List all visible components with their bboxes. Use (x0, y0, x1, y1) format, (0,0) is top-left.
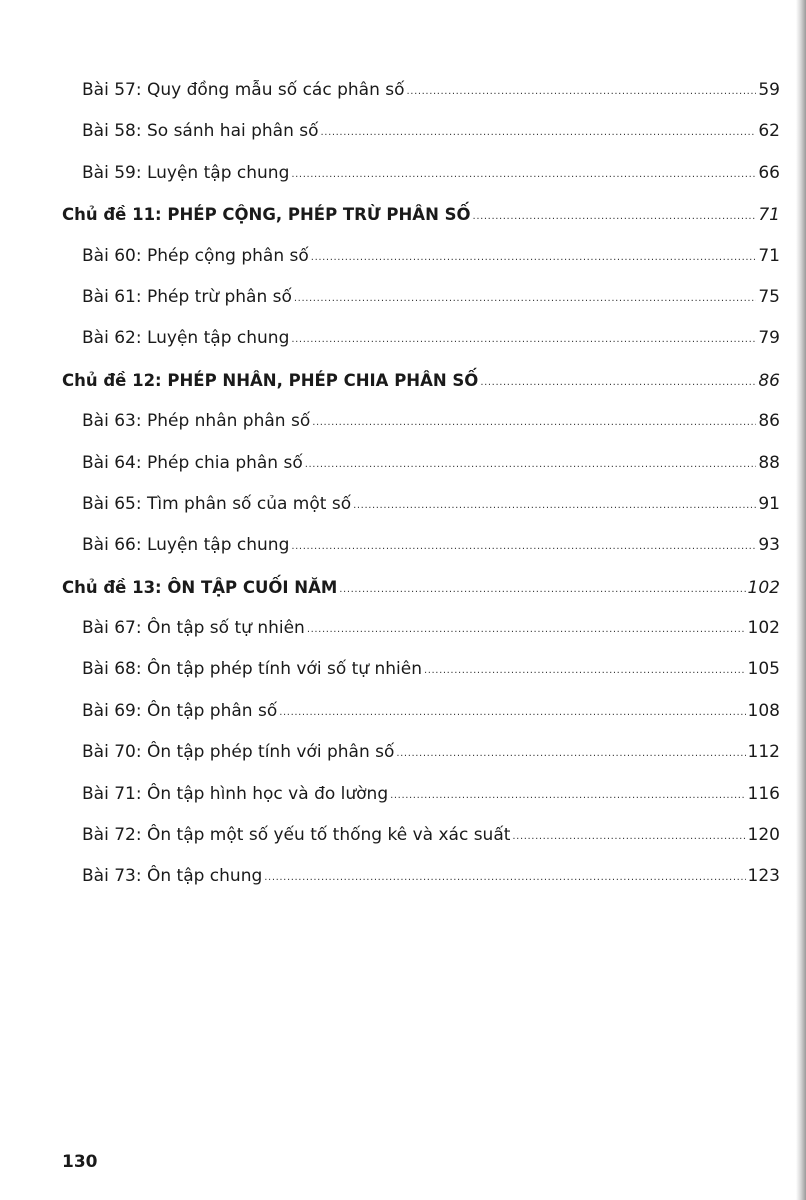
toc-page-number: 91 (758, 493, 780, 514)
dot-leader (294, 276, 756, 319)
lesson-title: Bài 72: Ôn tập một số yếu tố thống kê và xác suất (82, 825, 511, 846)
dot-leader (291, 524, 756, 567)
toc-page-number: 102 (747, 618, 780, 639)
toc-page-number: 102 (747, 577, 780, 598)
toc-page-number: 79 (758, 328, 780, 349)
toc-page-number: 86 (758, 370, 780, 391)
chapter-title: Chủ đề 12: PHÉP NHÂN, PHÉP CHIA PHÂN SỐ (62, 370, 479, 390)
lesson-title: Bài 59: Luyện tập chung (82, 162, 290, 183)
toc-page-number: 116 (747, 783, 780, 804)
lesson-title: Bài 69: Ôn tập phân số (82, 700, 278, 721)
toc-page-number: 112 (747, 742, 780, 763)
dot-leader (311, 235, 757, 278)
toc-lesson-row (62, 484, 780, 525)
toc-page-number: 86 (758, 411, 780, 432)
dot-leader (396, 731, 745, 774)
dot-leader (291, 152, 756, 195)
lesson-title: Bài 66: Luyện tập chung (82, 535, 290, 556)
page-number: 130 (62, 1152, 98, 1172)
toc-page-number: 108 (747, 700, 780, 721)
dot-leader (321, 110, 757, 153)
lesson-title: Bài 58: So sánh hai phân số (82, 121, 319, 142)
toc-page-number: 88 (758, 452, 780, 473)
lesson-title: Bài 64: Phép chia phân số (82, 452, 303, 473)
lesson-title: Bài 71: Ôn tập hình học và đo lường (82, 783, 389, 804)
chapter-title: Chủ đề 13: ÔN TẬP CUỐI NĂM (62, 577, 338, 597)
table-of-contents (62, 70, 780, 898)
dot-leader (312, 400, 756, 443)
dot-leader (305, 442, 757, 485)
dot-leader (390, 773, 745, 816)
dot-leader (512, 814, 745, 857)
lesson-title: Bài 68: Ôn tập phép tính với số tự nhiên (82, 659, 422, 680)
toc-lesson-row (62, 277, 780, 318)
toc-page-number: 71 (758, 205, 780, 226)
toc-page-number: 71 (758, 245, 780, 266)
toc-lesson-row (62, 401, 780, 442)
dot-leader (279, 690, 745, 733)
toc-chapter-row (62, 194, 780, 235)
toc-lesson-row (62, 70, 780, 111)
lesson-title: Bài 65: Tìm phân số của một số (82, 493, 352, 514)
dot-leader (291, 317, 756, 360)
toc-page-number: 59 (758, 80, 780, 100)
toc-lesson-row (62, 815, 780, 856)
toc-lesson-row (62, 318, 780, 359)
dot-leader (480, 359, 756, 403)
page-edge-shadow (796, 0, 806, 1200)
toc-page-number: 75 (758, 286, 780, 307)
dot-leader (264, 855, 745, 898)
toc-chapter-row (62, 360, 780, 401)
toc-page-number: 62 (758, 121, 780, 142)
lesson-title: Bài 73: Ôn tập chung (82, 866, 263, 887)
lesson-title: Bài 63: Phép nhân phân số (82, 411, 311, 432)
toc-lesson-row (62, 691, 780, 732)
toc-lesson-row (62, 111, 780, 152)
toc-lesson-row (62, 732, 780, 773)
dot-leader (307, 607, 746, 650)
toc-page-number: 93 (758, 535, 780, 556)
toc-page-number: 105 (747, 659, 780, 680)
toc-lesson-row (62, 774, 780, 815)
toc-page-number: 123 (747, 866, 780, 887)
dot-leader (473, 193, 757, 237)
lesson-title: Bài 57: Quy đồng mẫu số các phân số (82, 80, 405, 100)
toc-lesson-row (62, 608, 780, 649)
toc-lesson-row (62, 153, 780, 194)
toc-lesson-row (62, 649, 780, 690)
dot-leader (407, 69, 757, 112)
lesson-title: Bài 61: Phép trừ phân số (82, 286, 292, 307)
toc-lesson-row (62, 525, 780, 566)
dot-leader (339, 566, 745, 610)
lesson-title: Bài 70: Ôn tập phép tính với phân số (82, 742, 395, 763)
lesson-title: Bài 60: Phép cộng phân số (82, 245, 309, 266)
lesson-title: Bài 67: Ôn tập số tự nhiên (82, 618, 305, 639)
toc-lesson-row (62, 856, 780, 897)
toc-lesson-row (62, 236, 780, 277)
lesson-title: Bài 62: Luyện tập chung (82, 328, 290, 349)
chapter-title: Chủ đề 11: PHÉP CỘNG, PHÉP TRỪ PHÂN SỐ (62, 205, 471, 225)
toc-page-number: 120 (747, 825, 780, 846)
toc-chapter-row (62, 567, 780, 608)
toc-page-number: 66 (758, 162, 780, 183)
dot-leader (353, 483, 756, 526)
dot-leader (424, 648, 746, 691)
toc-lesson-row (62, 443, 780, 484)
